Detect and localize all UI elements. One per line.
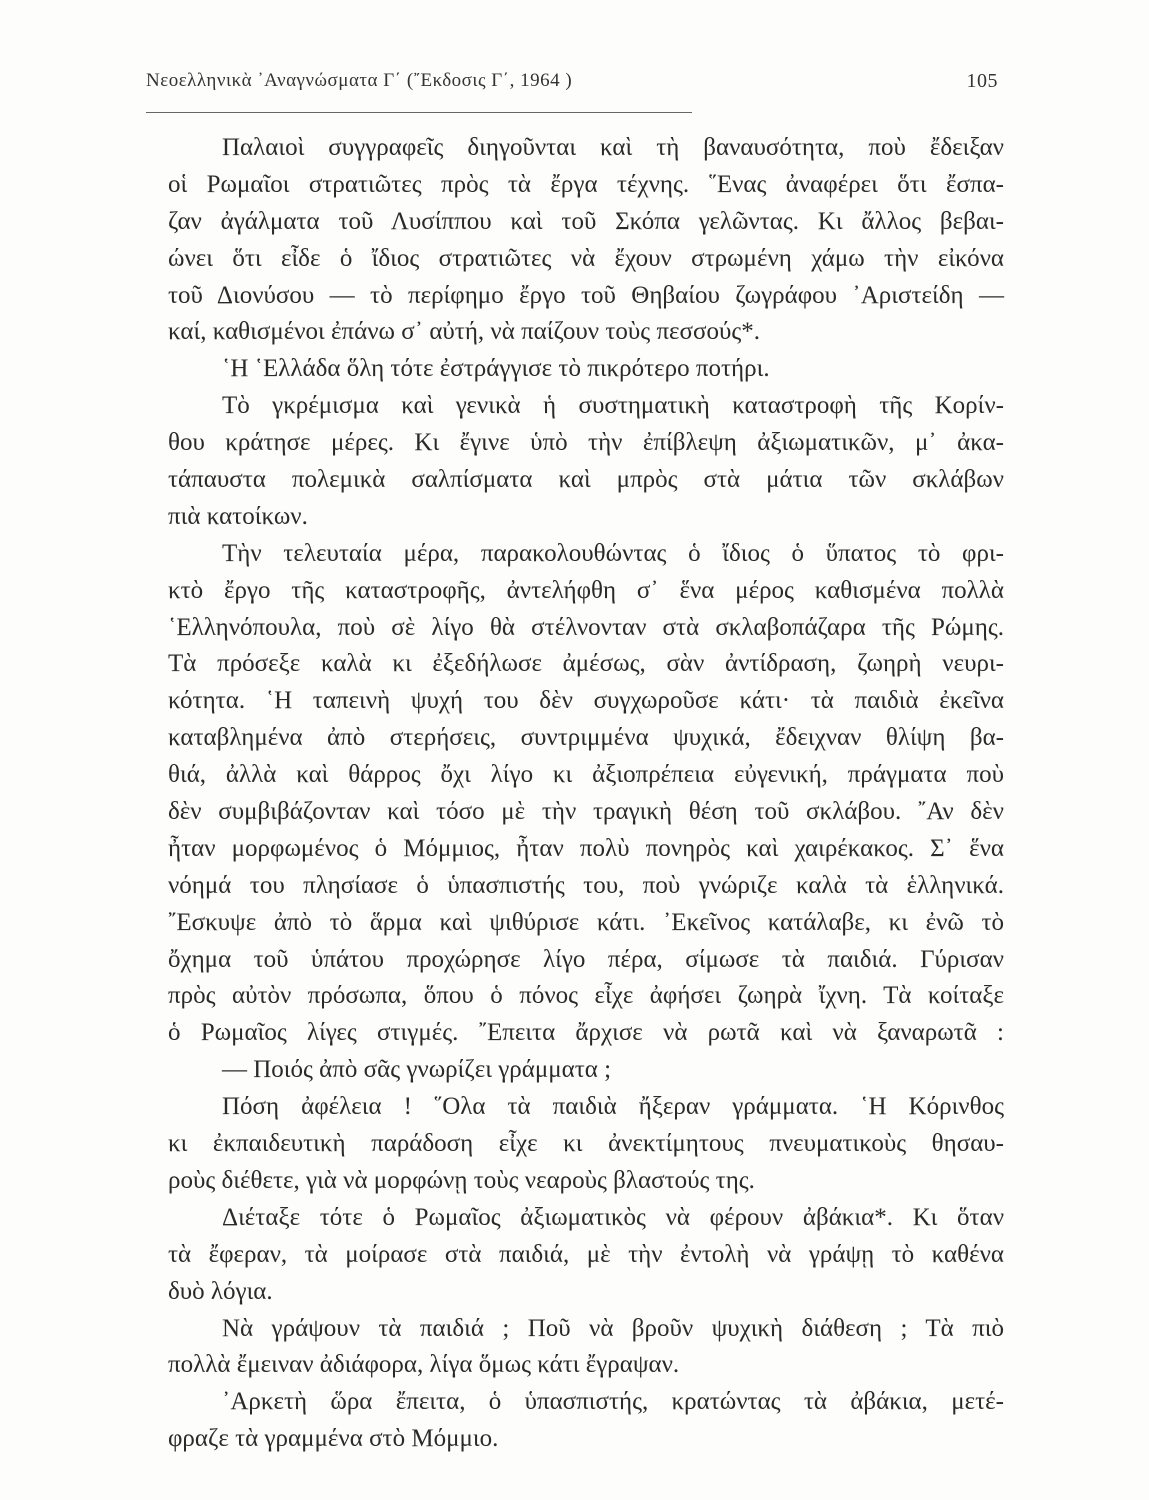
text-line: Πόση ἀφέλεια ! ῞Ολα τὰ παιδιὰ ἤξεραν γράμματα. ῾Η Κόρινθος bbox=[222, 1093, 1004, 1121]
text-line: ἦταν μορφωμένος ὁ Μόμμιος, ἦταν πολὺ πονηρὸς καὶ χαιρέκακος. Σ᾿ ἕνα bbox=[168, 834, 1004, 862]
text-line: κτὸ ἔργο τῆς καταστροφῆς, ἀντελήφθη σ᾿ ἕνα μέρος καθισμένα πολλὰ bbox=[168, 576, 1004, 604]
text-line: Τὰ πρόσεξε καλὰ κι ἐξεδήλωσε ἀμέσως, σὰν ἀντίδραση, ζωηρὴ νευρι- bbox=[168, 650, 1004, 678]
text-line: ῾Η ῾Ελλάδα ὅλη τότε ἐστράγγισε τὸ πικρότερο ποτήρι. bbox=[222, 355, 770, 383]
text-line: ὄχημα τοῦ ὑπάτου προχώρησε λίγο πέρα, σίμωσε τὰ παιδιά. Γύρισαν bbox=[168, 945, 1004, 973]
text-line: πιὰ κατοίκων. bbox=[168, 502, 308, 530]
text-line: — Ποιός ἀπὸ σᾶς γνωρίζει γράμματα ; bbox=[222, 1056, 612, 1084]
text-line: θιά, ἀλλὰ καὶ θάρρος ὄχι λίγο κι ἀξιοπρέπεια εὐγενική, πράγματα ποὺ bbox=[168, 761, 1004, 789]
text-line: Τὸ γκρέμισμα καὶ γενικὰ ἡ συστηματικὴ καταστροφὴ τῆς Κορίν- bbox=[222, 392, 1004, 420]
page-number: 105 bbox=[966, 70, 998, 92]
text-line: Διέταξε τότε ὁ Ρωμαῖος ἀξιωματικὸς νὰ φέρουν ἀβάκια*. Κι ὅταν bbox=[222, 1203, 1004, 1231]
text-line: κι ἐκπαιδευτικὴ παράδοση εἶχε κι ἀνεκτίμητους πνευματικοὺς θησαυ- bbox=[168, 1130, 1004, 1158]
text-line: νόημά του πλησίασε ὁ ὑπασπιστής του, ποὺ γνώριζε καλὰ τὰ ἑλληνικά. bbox=[168, 871, 1004, 899]
running-head bbox=[146, 70, 998, 100]
text-line: ᾿Αρκετὴ ὥρα ἔπειτα, ὁ ὑπασπιστής, κρατώντας τὰ ἀβάκια, μετέ- bbox=[222, 1388, 1004, 1416]
text-line: ζαν ἀγάλματα τοῦ Λυσίππου καὶ τοῦ Σκόπα γελῶντας. Κι ἄλλος βεβαι- bbox=[168, 207, 1004, 235]
running-title: Νεοελληνικὰ ᾿Αναγνώσματα Γ΄ (῎Εκδοσις Γ΄, 1964 ) bbox=[146, 70, 573, 91]
text-line: δυὸ λόγια. bbox=[168, 1277, 273, 1305]
text-line: ροὺς διέθετε, γιὰ νὰ μορφώνῃ τοὺς νεαροὺς βλαστούς της. bbox=[168, 1166, 755, 1194]
text-line: ῾Ελληνόπουλα, ποὺ σὲ λίγο θὰ στέλνονταν στὰ σκλαβοπάζαρα τῆς Ρώμης. bbox=[168, 613, 1004, 641]
text-line: κότητα. ῾Η ταπεινὴ ψυχή του δὲν συγχωροῦσε κάτι· τὰ παιδιὰ ἐκεῖνα bbox=[168, 687, 1004, 715]
text-line: Παλαιοὶ συγγραφεῖς διηγοῦνται καὶ τὴ βαναυσότητα, ποὺ ἔδειξαν bbox=[222, 134, 1004, 161]
text-line: Νὰ γράψουν τὰ παιδιά ; Ποῦ νὰ βροῦν ψυχικὴ διάθεση ; Τὰ πιὸ bbox=[222, 1314, 1004, 1342]
text-line: ώνει ὅτι εἶδε ὁ ἴδιος στρατιῶτες νὰ ἔχουν στρωμένη χάμω τὴν εἰκόνα bbox=[168, 244, 1004, 272]
text-line: οἱ Ρωμαῖοι στρατιῶτες πρὸς τὰ ἔργα τέχνης. ῞Ενας ἀναφέρει ὅτι ἔσπα- bbox=[168, 170, 1004, 198]
text-line: πρὸς αὐτὸν πρόσωπα, ὅπου ὁ πόνος εἶχε ἀφήσει ζωηρὰ ἴχνη. Τὰ κοίταξε bbox=[168, 982, 1004, 1010]
text-line: τοῦ Διονύσου — τὸ περίφημο ἔργο τοῦ Θηβαίου ζωγράφου ᾿Αριστείδη — bbox=[168, 281, 1004, 309]
text-line: θου κράτησε μέρες. Κι ἔγινε ὑπὸ τὴν ἐπίβλεψη ἀξιωματικῶν, μ᾿ ἀκα- bbox=[168, 429, 1004, 457]
header-rule bbox=[146, 112, 692, 113]
text-line: ῎Εσκυψε ἀπὸ τὸ ἅρμα καὶ ψιθύρισε κάτι. ᾿Εκεῖνος κατάλαβε, κι ἐνῶ τὸ bbox=[168, 908, 1004, 936]
text-line: φραζε τὰ γραμμένα στὸ Μόμμιο. bbox=[168, 1425, 499, 1453]
text-line: ὁ Ρωμαῖος λίγες στιγμές. ῎Επειτα ἄρχισε νὰ ρωτᾶ καὶ νὰ ξαναρωτᾶ : bbox=[168, 1019, 1004, 1047]
text-line: δὲν συμβιβάζονταν καὶ τόσο μὲ τὴν τραγικὴ θέση τοῦ σκλάβου. ῎Αν δὲν bbox=[168, 798, 1004, 826]
text-line: πολλὰ ἔμειναν ἀδιάφορα, λίγα ὅμως κάτι ἔγραψαν. bbox=[168, 1351, 680, 1379]
body-text bbox=[168, 130, 1004, 1458]
text-line: τὰ ἔφεραν, τὰ μοίρασε στὰ παιδιά, μὲ τὴν ἐντολὴ νὰ γράψῃ τὸ καθένα bbox=[168, 1240, 1004, 1268]
text-line: καί, καθισμένοι ἐπάνω σ᾿ αὐτή, νὰ παίζουν τοὺς πεσσούς*. bbox=[168, 318, 761, 346]
text-line: Τὴν τελευταία μέρα, παρακολουθώντας ὁ ἴδιος ὁ ὕπατος τὸ φρι- bbox=[222, 539, 1004, 567]
text-line: καταβλημένα ἀπὸ στερήσεις, συντριμμένα ψυχικά, ἔδειχναν θλίψη βα- bbox=[168, 724, 1004, 752]
text-line: τάπαυστα πολεμικὰ σαλπίσματα καὶ μπρὸς στὰ μάτια τῶν σκλάβων bbox=[168, 466, 1004, 494]
